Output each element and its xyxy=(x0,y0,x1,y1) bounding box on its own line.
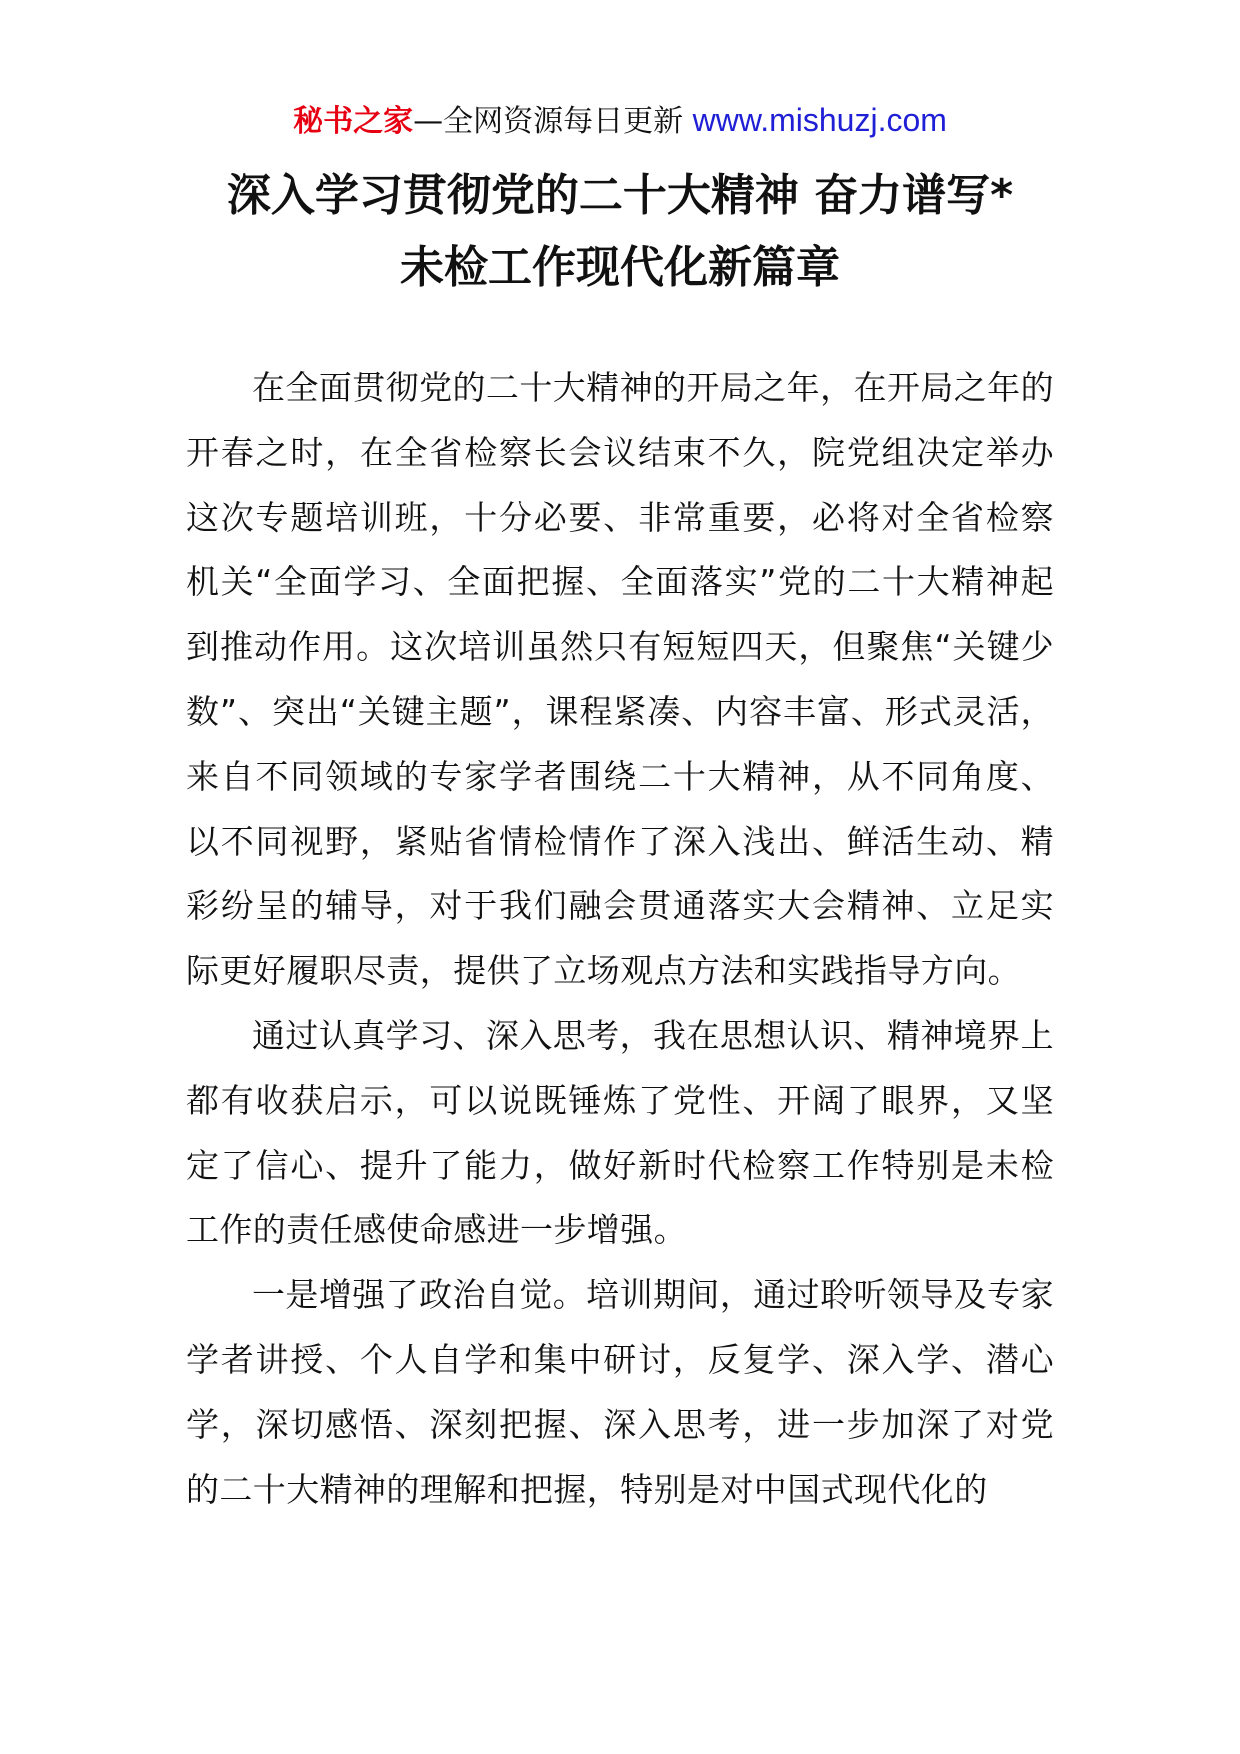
header-tagline: —全网资源每日更新 xyxy=(413,104,693,139)
site-header xyxy=(0,100,1240,142)
paragraph-3: 一是增强了政治自觉。培训期间，通过聆听领导及专家学者讲授、个人自学和集中研讨，反复学、深入学、潜心学，深切感悟、深刻把握、深入思考，进一步加深了对党的二十大精神的理解和把握，特别是对中国式现代化的 xyxy=(186,1275,1054,1509)
document-body xyxy=(186,356,1054,1522)
brand-name: 秘书之家 xyxy=(293,104,414,139)
paragraph-1: 在全面贯彻党的二十大精神的开局之年，在开局之年的开春之时，在全省检察长会议结束不久，院党组决定举办这次专题培训班，十分必要、非常重要，必将对全省检察机关“全面学习、全面把握、全面落实”党的二十大精神起到推动作用。这次培训虽然只有短短四天，但聚焦“关键少数”、突出“关键主题”，课程紧凑、内容丰富、形式灵活，来自不同领域的专家学者围绕二十大精神，从不同角度、以不同视野，紧贴省情检情作了深入浅出、鲜活生动、精彩纷呈的辅导，对于我们融会贯通落实大会精神、立足实际更好履职尽责，提供了立场观点方法和实践指导方向。 xyxy=(186,368,1054,991)
site-url-link[interactable]: www.mishuzj.com xyxy=(692,102,947,138)
title-line-1: 深入学习贯彻党的二十大精神 奋力谱写* xyxy=(226,170,1014,221)
document-title xyxy=(120,160,1120,304)
title-line-2: 未检工作现代化新篇章 xyxy=(400,242,840,293)
paragraph-2: 通过认真学习、深入思考，我在思想认识、精神境界上都有收获启示，可以说既锤炼了党性、开阔了眼界，又坚定了信心、提升了能力，做好新时代检察工作特别是未检工作的责任感使命感进一步增强。 xyxy=(186,1015,1054,1250)
